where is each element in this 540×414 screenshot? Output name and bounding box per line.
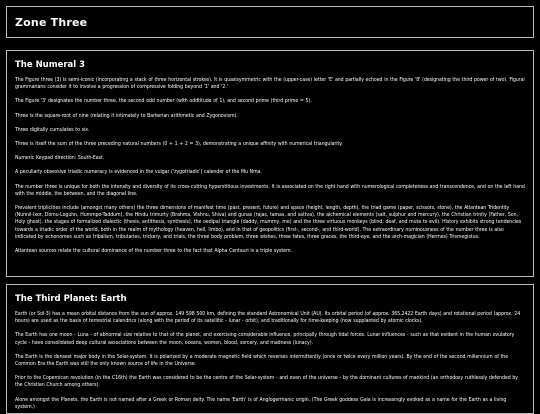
section-numeral-three (6, 50, 534, 277)
paragraph: The Earth is the densest major body in the Solar-system. It is polarized by a moderate magnetic field which reverses intermittently (once or twice every million years). By the end of the second millennium of the Common Era the Earth was still the only known source of life in the Universe. (15, 353, 509, 368)
section-third-planet-earth (6, 284, 534, 414)
paragraph: The Figure three (3) is semi-iconic (incorporating a stack of three horizontal strokes). It is quasisymmetric with the (upper-case) letter 'E' and partially echoed in the Figure '8' (designating the third power of two). Figural grammarians consider it to involve a progression of compressive folding beyond '1' and '2.' (15, 77, 525, 91)
page-title-box (6, 6, 534, 38)
paragraph: The Figure '3' designates the number three, the second odd number (with oddtitude of 1), and second prime (third prime = 5). (15, 98, 312, 105)
paragraph: Three digitally cumulates to six. (15, 126, 90, 133)
paragraph: Alone amongst the Planets, the Earth is not named after a Greek or Roman deity. The name 'Earth' is of Anglogermanic origin. (The Greek goddess Gaia is increasingly evoked as a name for the Earth as a living system.) (15, 396, 507, 410)
paragraph: Three is the square-root of nine (relating it intimately to Barkerian arithmetic and Zygonovism). (15, 112, 238, 119)
paragraph: Atlantean sources relate the cultural dominance of the number three to the fact that Alpha Centauri is a triple system. (15, 248, 292, 255)
section-heading: The Third Planet: Earth (15, 294, 127, 304)
page-title: Zone Three (15, 16, 88, 29)
paragraph: A peculiarly obsessive triadic numeracy is evidenced in the vulgar ('zygotriadic') calender of the Mu Nma. (15, 169, 262, 176)
paragraph: Numeric Keypad direction: South-East. (15, 155, 105, 162)
paragraph: Prior to the Copernican revolution (in the C16th) the Earth was considered to be the centre of the Solar-system - and even of the universe - by the dominant cultures of mankind (an orthodoxy ruthlessly defended by the Christian Church among others). (15, 375, 519, 389)
paragraph: Three is itself the sum of the three preceding natural numbers (0 + 1 + 2 = 3), demonstrating a unique affinity with numerical triangularity. (15, 141, 343, 148)
paragraph: Prevalent triplicities include (amongst many others) the three dimensions of manifest time (past, present, future) and space (height, length, depth), the triad game (paper, scissors, stone), the Atlantean Tridentity (Nunnil-Ixor, Domu-Loguhn, Hummpo-Taddum), the Hindu trimurty (Brahma, Vishnu, Shiva) and gunas (rajas, tamas, and sattva), the alchemical elements (salt, sulphur and mercury), the Christian trinity (Father, Son, Holy ghost), the stages of formalized dialectic (thesis, antithesis, synthesis), the oedipal triangle (daddy, mummy, me) and the three virtuous monkeys (blind, deaf, and mute to evil). History exhibits strong tendencies towards a triadic order of the world, both in the realm of mythology (heaven, hell, limbo), and in that of geopolitics (first-, second-, and third-world). The extraordinary numinousness of the number three is also indicated by echonomes such as tribalism, tributaries, trickery, and trials, the three body problem, three wishes, three fates, three graces, the third-eye, and the arch-magician (Hermes) Trismegistus. (15, 205, 522, 240)
section-heading: The Numeral 3 (15, 60, 86, 70)
paragraph: The Earth has one moon - Luna - of abnormal size relative to that of the planet, and exercising considerable influence, principally through tidal forces. Lunar influences - such as that evident in the human ovulatory cycle - have consolidated deep cultural associations between the moon, oceans, women, blood, sorcery, and madness (lunacy). (15, 332, 515, 346)
paragraph: The number three is unique for both the intensity and diversity of its cross-cutting hyperstitious investments. It is associated on the right hand with numerological completeness and transcendence, and on the left hand with the middle, the between, and the diagonal line. (15, 183, 525, 197)
paragraph: Earth (or Sol-3) has a mean orbital distance from the sun of approx. 149 598 500 km, defining the standard Astronomical Unit (AU). Its orbital period (of approx. 365.2422 Earth days) and rotational period (approx. 24 hours) are used as the basis of terrestrial calendrics (along with the period of its satellitic - lunar - orbit), and traditionally for time-keeping (now supplanted by atomic clocks). (15, 311, 521, 325)
